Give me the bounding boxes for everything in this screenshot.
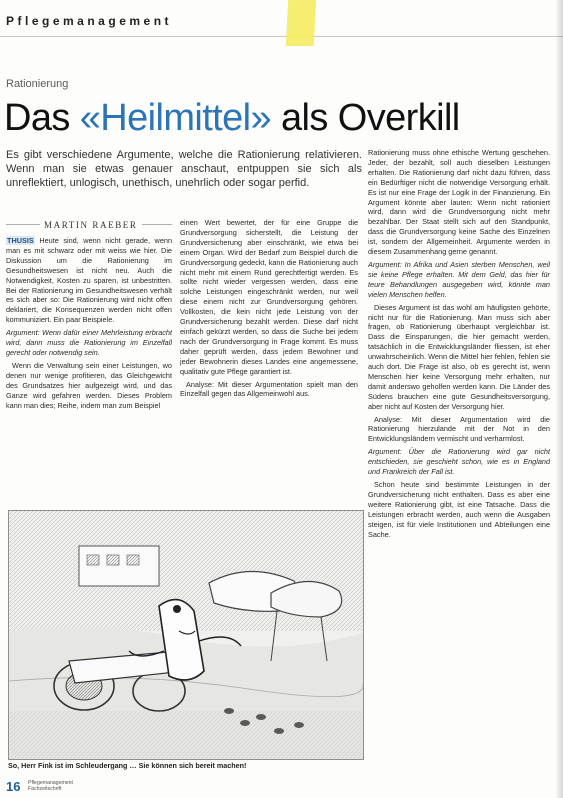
author-rule-right — [142, 224, 172, 225]
dateline: THUSIS — [7, 236, 34, 245]
article-column-2 — [180, 218, 358, 504]
footer-line: Pflegemanagement — [28, 780, 73, 786]
paragraph: einen Wert bewertet, der für eine Gruppe die Grundversorgung sicherstellt, die Leistung der Grundversicherung aber einschränkt, wie etwa bei einem Organ. Wird der Bedarf zum Beispiel durch die Grundversorgung gedeckt, kann die Rationierung auch nicht mehr mit einem Rund gerechtfertigt werden. Es sollte nicht wieder vergessen werden, dass eine solche Leistungen eingeschränkt werden, nur weil diese einem nicht zur Grundversorgung gehören. Vollkosten, die kein nicht jede Leistung von der Grundversicherung bezahlt werden. Diese darf nicht einfach gekürzt werden, so dass die Suche bei jedem nach der Grundversorgung in Frage kommt. Es muss daher geprüft werden, dass jedem Bewohner und jeder Bewohnerin dieses Landes eine angemessene, qualitativ gute Pflege garantiert ist. — [180, 218, 358, 376]
headline-part: als Overkill — [271, 97, 460, 139]
argument-quote: Argument: Wenn dafür einer Mehrleistung erbracht wird, dann muss die Rationierung im Einzelfall gerecht oder notwendig sein. — [6, 328, 172, 357]
article-lead: Es gibt verschiedene Argumente, welche die Rationierung relativieren. Wenn man sie etwas genauer anschaut, entpuppen sie sich als unreflektiert, unlogisch, unethisch, unehrlich oder sogar perfid. — [6, 149, 362, 190]
cartoon-drawing — [9, 511, 363, 759]
article-column-3 — [368, 148, 550, 776]
paragraph: Rationierung muss ohne ethische Wertung geschehen. Jeder, der bezahlt, soll auch dieselben Leistungen erhalten. Die Rationierung darf nicht dazu führen, dass ein Bedürftiger nicht die notwendige Versorgung erhält. Es ist nur eine Frage der Logik in der Finanzierung. Ein Argument könnte aber lauten: Wenn nicht rationiert wird, dann wird die Grundversorgung nicht mehr bezahlbar. Der Staat stellt sich auf den Standpunkt, dass die Grundversorgung keine Sache des Einzelnen ist, sondern der Allgemeinheit. Argumente werden in diesem Zusammenhang gerne genannt. — [368, 148, 550, 257]
paragraph: Analyse: Mit dieser Argumentation spielt man den Einzelfall gegen das Allgemeinwohl aus. — [180, 379, 358, 399]
paragraph: Wenn die Verwaltung sein einer Leistungen, wo denen nur wenige profitieren, das Gleichgewicht des Grundsatzes hier aufgezeigt wird, und das Ganze wird gefahren werden. Dieses Problem kann man dies; Reihe, indem man zum Beispiel — [6, 360, 172, 410]
author-rule-left — [6, 224, 40, 225]
paragraph-text: Heute sind, wenn nicht gerade, wenn man es mit schwarz oder mit weiss wie hier. Die Diskussion um die Rationierung im Gesundheitswesen ist nicht neu. Auch die Notwendigkeit, Kosten zu sparen, ist unbestritten. Bei der Rationierung im Gesundheitswesen verhält es sich aber so: Die Rationierung wird nicht offen deklariert, die Konsequenzen werden nicht offen kommuniziert. Ein paar Beispiele. — [6, 236, 172, 325]
argument-quote: Argument: In Afrika und Asien sterben Menschen, weil sie keine Pflege erhalten. Mit dem Geld, das hier für teure Behandlungen ausgegeben wird, könnte man vielen Menschen helfen. — [368, 259, 550, 299]
page-edge-shadow — [555, 0, 563, 798]
article-column-1 — [6, 236, 172, 504]
section-header — [0, 10, 563, 37]
article-kicker: Rationierung — [6, 78, 69, 90]
illustration-caption: So, Herr Fink ist im Schleudergang … Sie können sich bereit machen! — [8, 761, 247, 770]
author-byline: MARTIN RAEBER — [44, 220, 138, 230]
article-headline — [4, 96, 563, 140]
paragraph: Analyse: Mit dieser Argumentation wird die Rationierung hierzulande mit der Not in den Entwicklungsländern vermischt und verharmlost. — [368, 414, 550, 444]
highlighter-marker — [286, 0, 316, 46]
building-drawing — [79, 546, 159, 586]
cartoon-illustration — [8, 510, 364, 760]
paragraph — [6, 236, 172, 325]
footer-line: Fachzeitschrift — [28, 786, 62, 793]
paragraph: Schon heute sind bestimmte Leistungen in der Grundversicherung nicht enthalten. Dass es aber eine weitere Rationierung gibt, ist eine Tatsache. Dass die Leistungen erbracht werden, auch wenn die Ausgaben steigen, ist für viele Institutionen und Abteilungen eine Sache. — [368, 480, 550, 539]
section-title: Pflegemanagement — [6, 14, 173, 28]
footer-info — [28, 780, 73, 792]
headline-accent: «Heilmittel» — [79, 97, 272, 139]
headline-part: Das — [4, 97, 80, 139]
page-number: 16 — [6, 779, 21, 794]
paragraph: Dieses Argument ist das wohl am häufigsten gehörte, nicht nur für die Rationierung. Man muss sich aber fragen, ob Rationierung überhaupt vergleichbar ist. Dass die Einsparungen, die hier gemacht werden, tatsächlich in die Entwicklungsländer fliessen, ist eher unwahrscheinlich. Wenn die Mittel hier fehlen, fehlen sie auch dort. Die Frage ist also, ob es gerecht ist, wenn Menschen hier keine Versorgung mehr erhalten, nur damit anderswo geholfen werden kann. Die Länder des Südens brauchen eine gute Gesundheitsversorgung, aber nicht auf Kosten der Versorgung hier. — [368, 302, 550, 411]
argument-quote: Argument: Über die Rationierung wird gar nicht entschieden, sie geschieht schon, wie es in England und Frankreich der Fall ist. — [368, 447, 550, 477]
